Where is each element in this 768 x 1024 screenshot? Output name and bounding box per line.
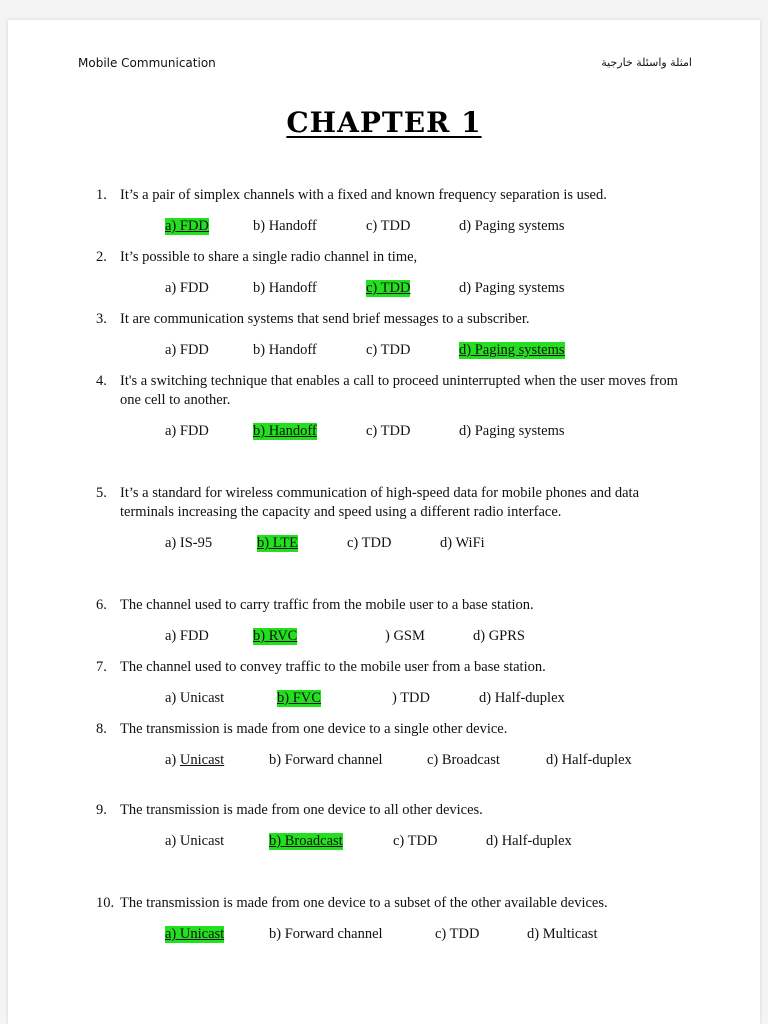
answer-option: a) Unicast: [165, 833, 225, 849]
answer-option-correct: d) Paging systems: [459, 342, 565, 358]
answer-option: ) GSM: [385, 628, 425, 644]
answer-option: c) Broadcast: [427, 752, 500, 768]
question-number: 1.: [96, 187, 107, 203]
answer-option: a) FDD: [165, 628, 209, 644]
question-text: It’s possible to share a single radio channel in time,: [120, 249, 418, 265]
answer-option: d) WiFi: [440, 535, 485, 551]
answer-option: b) Forward channel: [269, 752, 383, 768]
answer-option: d) Half-duplex: [479, 690, 565, 706]
question-text: The transmission is made from one device to all other devices.: [120, 802, 483, 818]
question-number: 3.: [96, 311, 107, 327]
question-text: The channel used to convey traffic to the mobile user from a base station.: [120, 659, 546, 675]
answer-option: a) FDD: [165, 342, 209, 358]
header-arabic-caption: امثلة واسئلة خارجية: [601, 56, 692, 69]
question-number: 8.: [96, 721, 107, 737]
question-number: 2.: [96, 249, 107, 265]
answer-option-correct: b) FVC: [277, 690, 321, 706]
answer-option: b) Handoff: [253, 342, 317, 358]
answer-option-correct: b) Broadcast: [269, 833, 343, 849]
answer-option: c) TDD: [393, 833, 438, 849]
page-title-text: CHAPTER 1: [286, 106, 482, 139]
option-letter: a): [165, 752, 180, 768]
answer-option: c) TDD: [366, 342, 411, 358]
answer-option-correct: b) Handoff: [253, 423, 317, 439]
answer-option-correct: a) FDD: [165, 218, 209, 234]
document-page: [8, 20, 760, 1024]
answer-option: d) Half-duplex: [546, 752, 632, 768]
answer-option: ) TDD: [392, 690, 430, 706]
question-number: 7.: [96, 659, 107, 675]
question-number: 5.: [96, 485, 107, 501]
answer-option: d) Paging systems: [459, 218, 565, 234]
answer-option: d) GPRS: [473, 628, 525, 644]
question-number: 9.: [96, 802, 107, 818]
answer-option: b) Handoff: [253, 280, 317, 296]
answer-option-correct: b) RVC: [253, 628, 298, 644]
answer-option: a) IS-95: [165, 535, 213, 551]
answer-option: c) TDD: [347, 535, 392, 551]
answer-option: d) Multicast: [527, 926, 598, 942]
option-underlined-answer: Unicast: [179, 752, 225, 768]
question-number: 6.: [96, 597, 107, 613]
answer-option-correct: c) TDD: [366, 280, 411, 296]
question-text: It are communication systems that send brief messages to a subscriber.: [120, 311, 530, 327]
answer-option: c) TDD: [366, 423, 411, 439]
answer-option: d) Paging systems: [459, 280, 565, 296]
answer-option-correct: [165, 752, 224, 769]
answer-option: d) Half-duplex: [486, 833, 572, 849]
question-text: It’s a pair of simplex channels with a fixed and known frequency separation is used.: [120, 187, 607, 203]
question-number: 10.: [96, 895, 115, 911]
answer-option-correct: a) Unicast: [165, 926, 225, 942]
question-text: The transmission is made from one device to a subset of the other available devices.: [120, 895, 608, 911]
question-text: The transmission is made from one device to a single other device.: [120, 721, 508, 737]
answer-option: c) TDD: [435, 926, 480, 942]
question-text: It’s a standard for wireless communication of high-speed data for mobile phones and data terminals increasing the capacity and speed using a different radio interface.: [120, 485, 640, 520]
question-text: It's a switching technique that enables a call to proceed uninterrupted when the user moves from one cell to another.: [120, 373, 678, 408]
question-text: The channel used to carry traffic from the mobile user to a base station.: [120, 597, 534, 613]
question-number: 4.: [96, 373, 107, 389]
page-title: [0, 106, 768, 139]
answer-option: d) Paging systems: [459, 423, 565, 439]
answer-option: b) Handoff: [253, 218, 317, 234]
answer-option-correct: b) LTE: [257, 535, 298, 551]
answer-option: c) TDD: [366, 218, 411, 234]
header-subject: Mobile Communication: [78, 56, 216, 70]
answer-option: a) FDD: [165, 423, 209, 439]
answer-option: a) FDD: [165, 280, 209, 296]
answer-option: a) Unicast: [165, 690, 225, 706]
answer-option: b) Forward channel: [269, 926, 383, 942]
